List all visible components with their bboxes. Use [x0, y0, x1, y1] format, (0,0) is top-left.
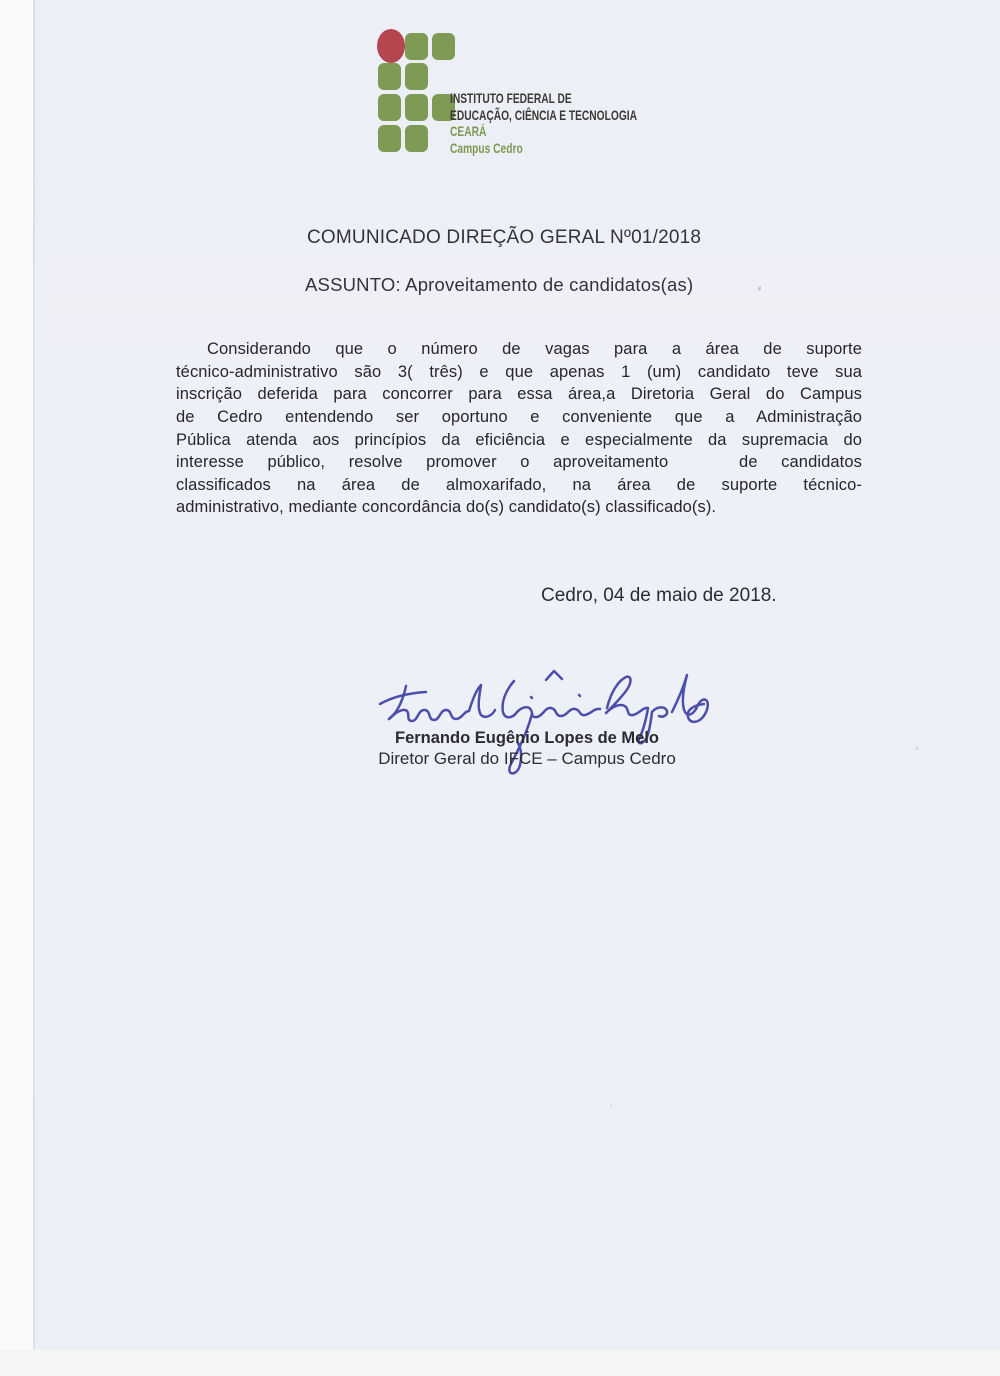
paper-edge: [33, 0, 35, 1350]
scan-speck: [610, 1104, 612, 1106]
body-line: classificados na área de almoxarifado, na área de suporte técnico-: [176, 475, 862, 494]
signer-role: Diretor Geral do IFCE – Campus Cedro: [378, 749, 676, 768]
letterhead-text: [450, 90, 706, 156]
body-line: Considerando que o número de vagas para a área de suporte: [207, 340, 862, 358]
logo-red-dot-icon: [377, 29, 405, 63]
logo-square: [405, 94, 428, 121]
body-line: administrativo, mediante concordância do(s) candidato(s) classificado(s).: [176, 498, 717, 517]
signer-block: [336, 728, 718, 769]
document-title: COMUNICADO DIREÇÃO GERAL Nº01/2018: [307, 227, 702, 248]
institution-name-line1: INSTITUTO FEDERAL DE: [450, 90, 572, 106]
scan-speck: [916, 747, 918, 750]
body-line: técnico-administrativo são 3( três) e que apenas 1 (um) candidato teve sua: [176, 362, 862, 381]
institution-campus: Campus Cedro: [450, 139, 523, 156]
body-line: interesse público, resolve promover o aproveitamento de candidatos: [176, 453, 862, 472]
body-line: inscrição deferida para concorrer para essa área,a Diretoria Geral do Campus: [176, 385, 862, 404]
document-subject: ASSUNTO: Aproveitamento de candidatos(as): [305, 274, 694, 295]
date-line: Cedro, 04 de maio de 2018.: [541, 585, 777, 606]
scanner-bottom-edge: [0, 1350, 1000, 1376]
body-line: de Cedro entendendo ser oportuno e conveniente que a Administração: [176, 407, 862, 426]
signer-name: Fernando Eugênio Lopes de Melo: [394, 729, 660, 747]
logo-square: [405, 63, 428, 90]
institution-state: CEARÁ: [450, 123, 487, 139]
institution-name-line2: EDUCAÇÃO, CIÊNCIA E TECNOLOGIA: [450, 106, 637, 123]
logo-square: [405, 125, 428, 152]
logo-square: [378, 125, 401, 152]
logo-square: [405, 33, 428, 60]
logo-square: [378, 94, 401, 121]
logo-square: [378, 63, 401, 90]
body-paragraph: [176, 338, 862, 519]
logo-square: [432, 33, 455, 60]
body-line: Pública atenda aos princípios da eficiência e especialmente da supremacia do: [176, 430, 862, 449]
